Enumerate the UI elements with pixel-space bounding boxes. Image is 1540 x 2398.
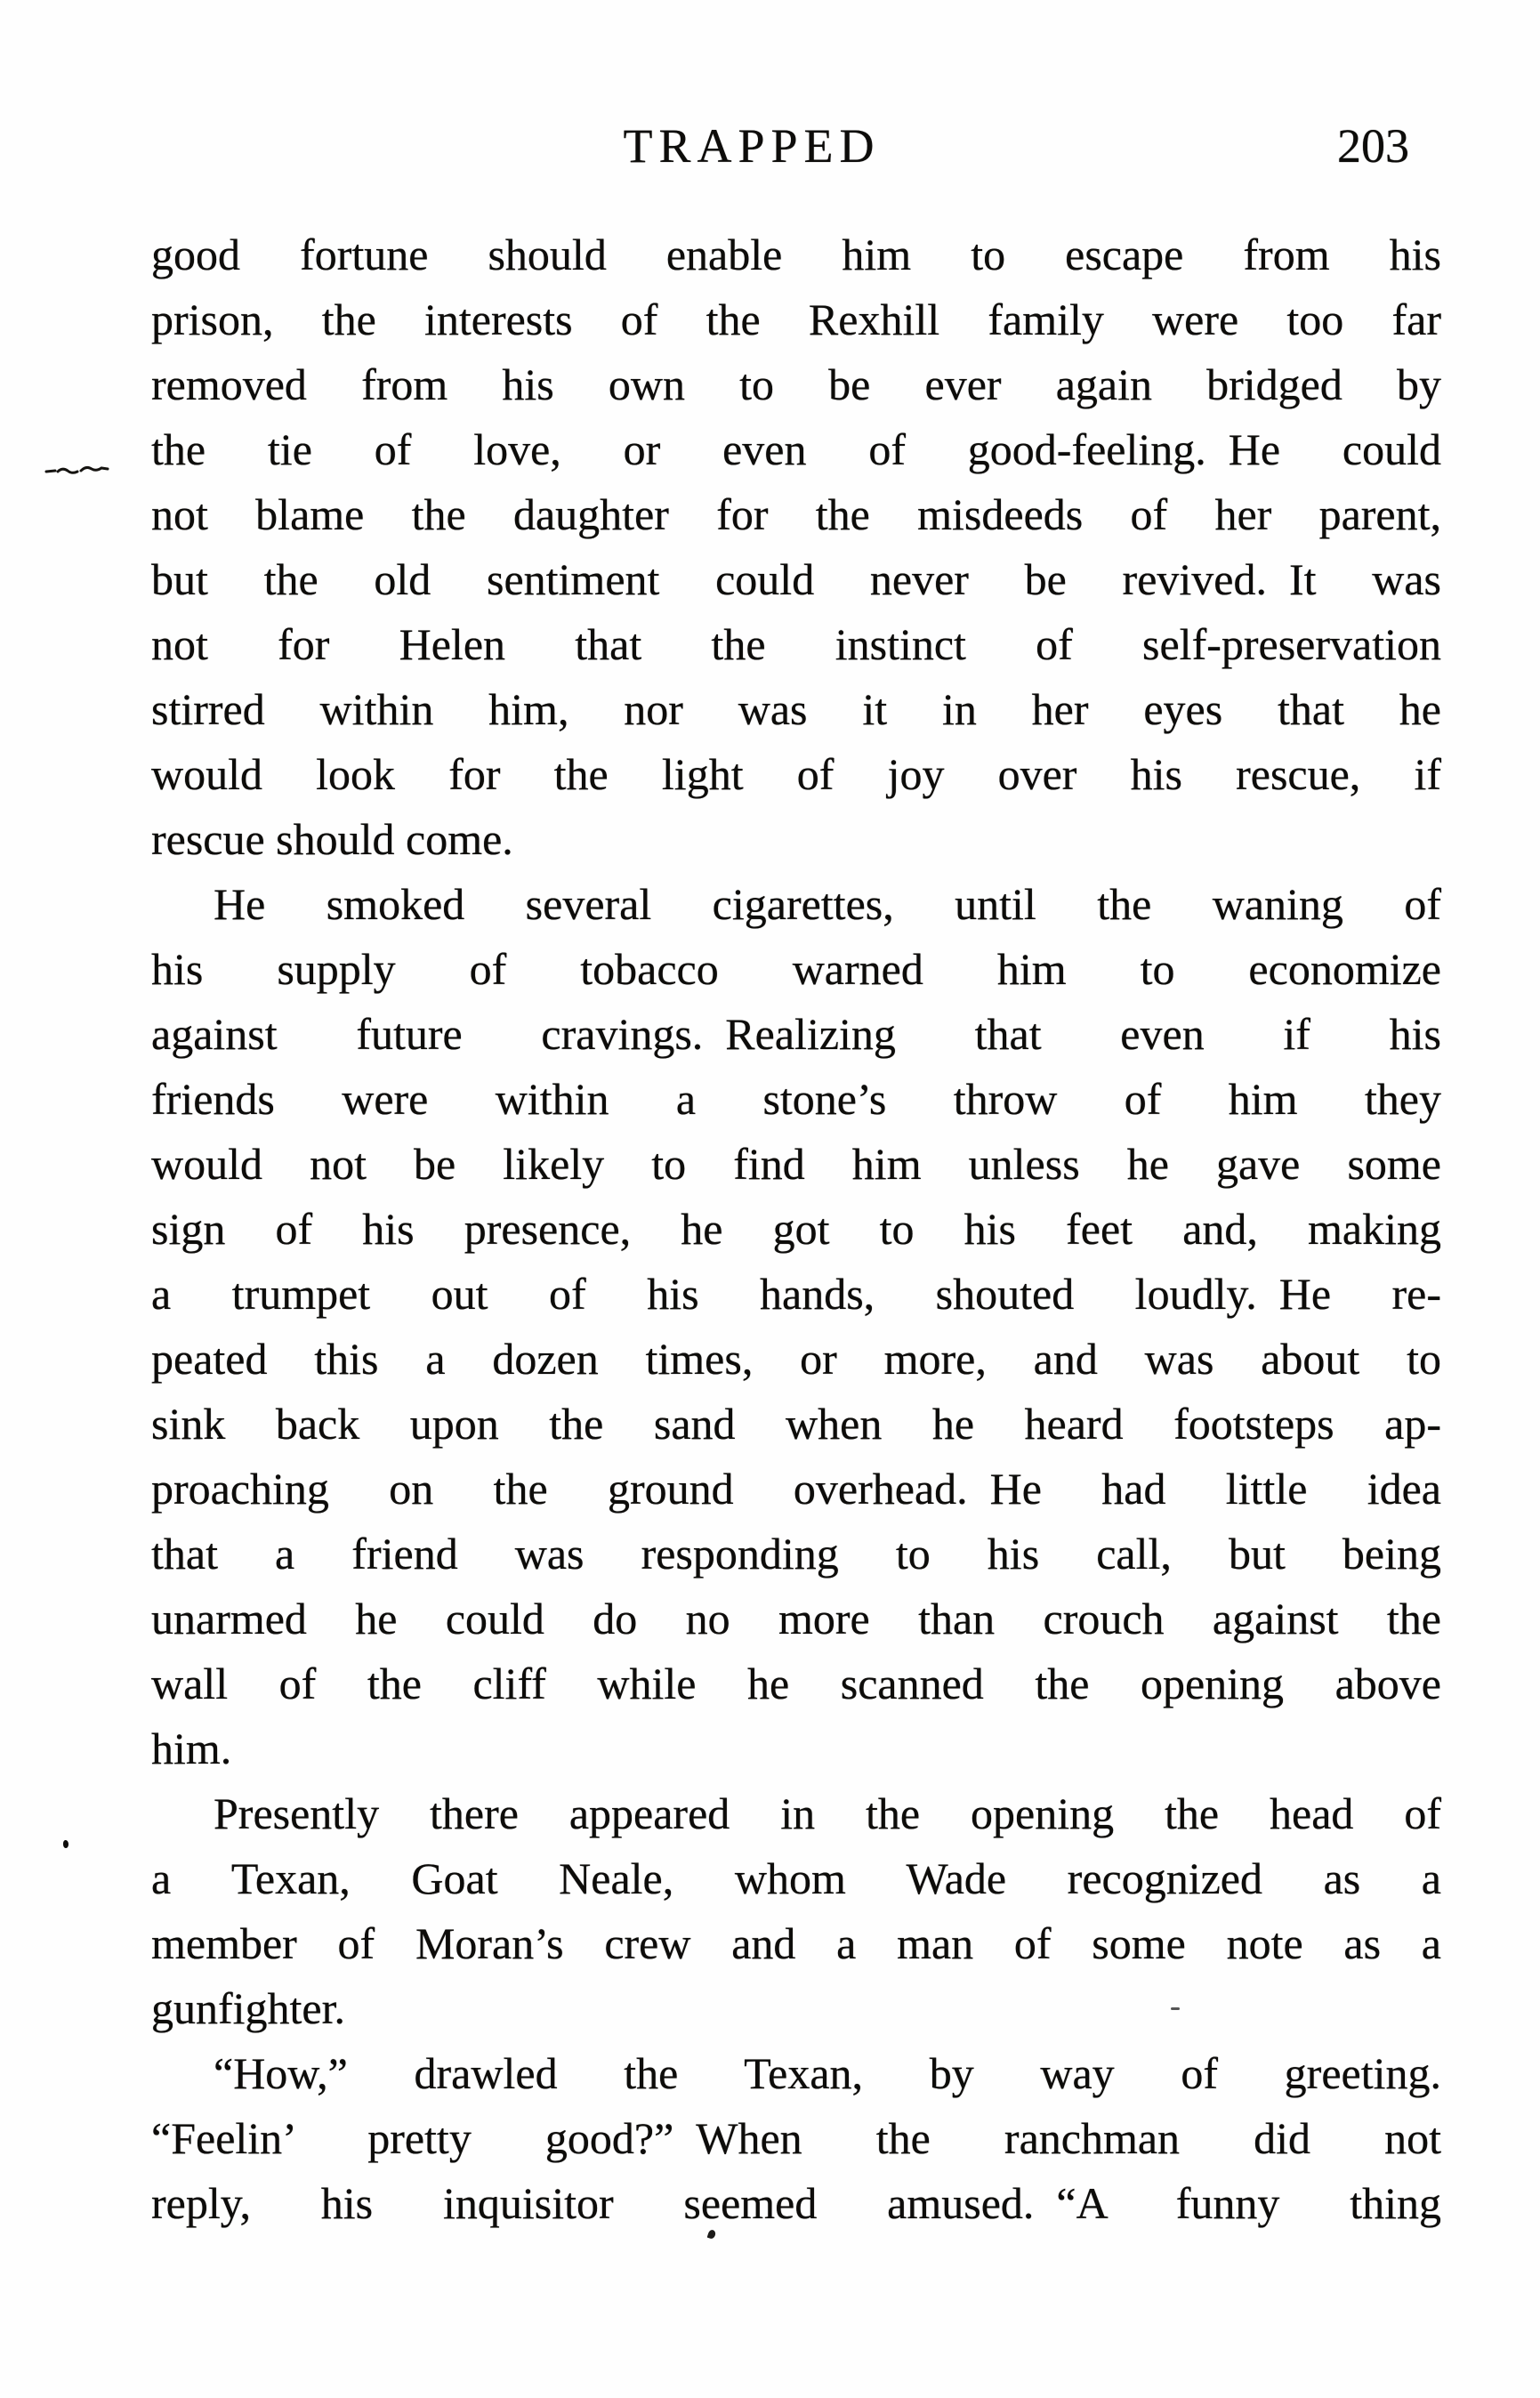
text-line-p2-l7: a trumpet out of his hands, shouted loudly. He re- xyxy=(151,1269,1441,1319)
margin-ink-dot xyxy=(63,1840,69,1848)
text-line-p3-l4: gunfighter. xyxy=(151,1983,346,2033)
text-line-p1-l1: good fortune should enable him to escape from his xyxy=(151,230,1441,279)
text-line-p2-l12: unarmed he could do no more than crouch against the xyxy=(151,1594,1441,1643)
text-line-p1-l3: removed from his own to be ever again bridged by xyxy=(151,359,1441,409)
text-line-p1-l10: rescue should come. xyxy=(151,814,513,864)
running-header xyxy=(151,114,1441,179)
text-line-p1-l6: but the old sentiment could never be revived. It was xyxy=(151,554,1441,604)
page-body-text xyxy=(151,222,1441,2236)
text-line-p2-l8: peated this a dozen times, or more, and was about to xyxy=(151,1334,1441,1384)
page-number: 203 xyxy=(1337,119,1409,173)
text-line-p4-l2: “Feelin’ pretty good?” When the ranchman did not xyxy=(151,2113,1441,2163)
text-line-p1-l4: the tie of love, or even of good-feeling. He could xyxy=(151,424,1441,474)
text-line-p3-l1: Presently there appeared in the opening the head of xyxy=(214,1788,1441,1838)
text-line-p4-l3: reply, his inquisitor seemed amused. “A funny thing xyxy=(151,2178,1441,2228)
text-line-p1-l7: not for Helen that the instinct of self-preservation xyxy=(151,619,1441,669)
chapter-running-title: TRAPPED xyxy=(623,119,881,173)
margin-ink-squiggle xyxy=(44,463,110,479)
text-line-p3-l3: member of Moran’s crew and a man of some note as a xyxy=(151,1918,1441,1968)
text-line-p2-l6: sign of his presence, he got to his feet and, making xyxy=(151,1204,1441,1254)
text-line-p2-l9: sink back upon the sand when he heard footsteps ap- xyxy=(151,1399,1441,1449)
text-line-p1-l8: stirred within him, nor was it in her eyes that he xyxy=(151,684,1441,734)
text-line-p2-l1: He smoked several cigarettes, until the waning of xyxy=(214,879,1441,929)
text-line-p2-l14: him. xyxy=(151,1724,232,1773)
text-line-p2-l10: proaching on the ground overhead. He had little idea xyxy=(151,1464,1441,1514)
text-line-p2-l5: would not be likely to find him unless he gave some xyxy=(151,1139,1441,1189)
text-line-p1-l9: would look for the light of joy over his rescue, if xyxy=(151,749,1441,799)
text-line-p2-l2: his supply of tobacco warned him to economize xyxy=(151,944,1441,994)
text-line-p1-l2: prison, the interests of the Rexhill family were too far xyxy=(151,295,1441,344)
text-line-p2-l4: friends were within a stone’s throw of him they xyxy=(151,1074,1441,1124)
text-line-p2-l13: wall of the cliff while he scanned the opening above xyxy=(151,1659,1441,1708)
text-line-p1-l5: not blame the daughter for the misdeeds of her parent, xyxy=(151,489,1441,539)
text-line-p2-l3: against future cravings. Realizing that even if his xyxy=(151,1009,1441,1059)
text-line-p4-l1: “How,” drawled the Texan, by way of greeting. xyxy=(214,2048,1441,2098)
text-line-p3-l2: a Texan, Goat Neale, whom Wade recognized as a xyxy=(151,1853,1441,1903)
text-line-p2-l11: that a friend was responding to his call, but being xyxy=(151,1529,1441,1578)
